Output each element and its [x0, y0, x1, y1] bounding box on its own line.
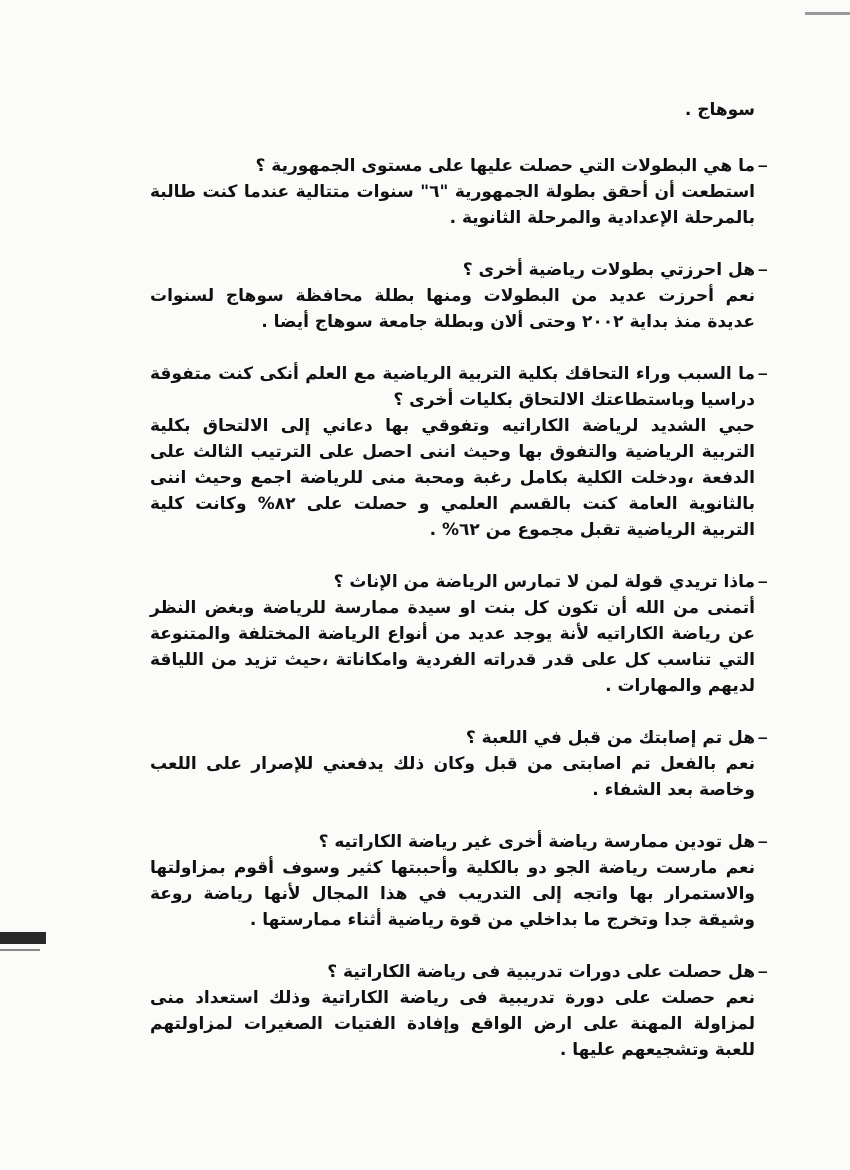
question: [150, 824, 767, 855]
answer: نعم مارست رياضة الجو دو بالكلية وأحببتها كثير وسوف أقوم بمزاولتها والاستمرار بها واتجه إلى التدريب في هذا المجال لأنها رياضة روعة وشيقة جدا وتخرج ما بداخلي من قوة رياضية أثناء ممارستها .: [150, 858, 755, 930]
question-text: ما السبب وراء التحاقك بكلية التربية الرياضية مع العلم أنكى كنت متفوقة دراسيا وباستطاعتك الالتحاق بكليات أخرى ؟: [150, 364, 755, 410]
question: [150, 954, 767, 985]
question-marker: _: [758, 824, 767, 844]
question-text: ماذا تريدي قولة لمن لا تمارس الرياضة من الإناث ؟: [333, 572, 755, 592]
question-text: هل تودين ممارسة رياضة أخرى غير رياضة الكاراتيه ؟: [318, 832, 755, 852]
answer: حبي الشديد لرياضة الكاراتيه وتفوقي بها دعاني إلى الالتحاق بكلية التربية الرياضية والتفوق بها وحيث اننى احصل على الترتيب الثالث على الدفعة ،ودخلت الكلية بكامل رغبة ومحبة منى للرياضة اجمع وحيث اننى بالثانوية العامة كنت بالقسم العلمي و حصلت على ٨٢% وكانت كلية التربية الرياضية تقبل مجموع من ٦٢% .: [150, 416, 755, 540]
question-marker: _: [758, 148, 767, 168]
question-marker: _: [758, 356, 767, 376]
document-body: [150, 97, 767, 1089]
question: [150, 720, 767, 751]
qa-block: [150, 148, 767, 231]
question-marker: _: [758, 954, 767, 974]
question: [150, 564, 767, 595]
scan-binding-mark: [0, 932, 46, 944]
question-text: هل حصلت على دورات تدريبية فى رياضة الكاراتية ؟: [327, 962, 755, 982]
question-text: ما هي البطولات التي حصلت عليها على مستوى الجمهورية ؟: [255, 156, 755, 176]
question-text: هل تم إصابتك من قبل في اللعبة ؟: [465, 728, 755, 748]
qa-block: [150, 356, 767, 543]
question-marker: _: [758, 564, 767, 584]
question: [150, 356, 767, 413]
qa-block: [150, 824, 767, 933]
qa-block: [150, 954, 767, 1063]
scan-edge-mark: [805, 12, 850, 15]
scan-binding-line: [0, 949, 40, 951]
qa-block: [150, 564, 767, 699]
question-marker: _: [758, 252, 767, 272]
question: [150, 148, 767, 179]
qa-block: [150, 252, 767, 335]
answer: نعم أحرزت عديد من البطولات ومنها بطلة محافظة سوهاج لسنوات عديدة منذ بداية ٢٠٠٢ وحتى ألان وبطلة جامعة سوهاج أيضا .: [150, 286, 755, 332]
answer: استطعت أن أحقق بطولة الجمهورية "٦" سنوات متتالية عندما كنت طالبة بالمرحلة الإعدادية والمرحلة الثانوية .: [150, 182, 755, 228]
qa-block: [150, 720, 767, 803]
question-text: هل احرزتي بطولات رياضية أخرى ؟: [462, 260, 755, 280]
question-marker: _: [758, 720, 767, 740]
intro-line: سوهاج .: [684, 100, 755, 120]
question: [150, 252, 767, 283]
answer: أتمنى من الله أن تكون كل بنت او سيدة ممارسة للرياضة وبغض النظر عن رياضة الكاراتيه لأنة يوجد عديد من أنواع الرياضة المختلفة والمتنوعة التي تناسب كل على قدر قدراته الفردية وامكاناتة ،حيث تزيد من اللياقة لديهم والمهارات .: [150, 598, 755, 696]
answer: نعم حصلت على دورة تدريبية فى رياضة الكاراتية وذلك استعداد منى لمزاولة المهنة على ارض الواقع وإفادة الفتيات الصغيرات لمزاولتهم للعبة وتشجيعهم عليها .: [150, 988, 755, 1060]
answer: نعم بالفعل تم اصابتى من قبل وكان ذلك يدفعني للإصرار على اللعب وخاصة بعد الشفاء .: [150, 754, 755, 800]
